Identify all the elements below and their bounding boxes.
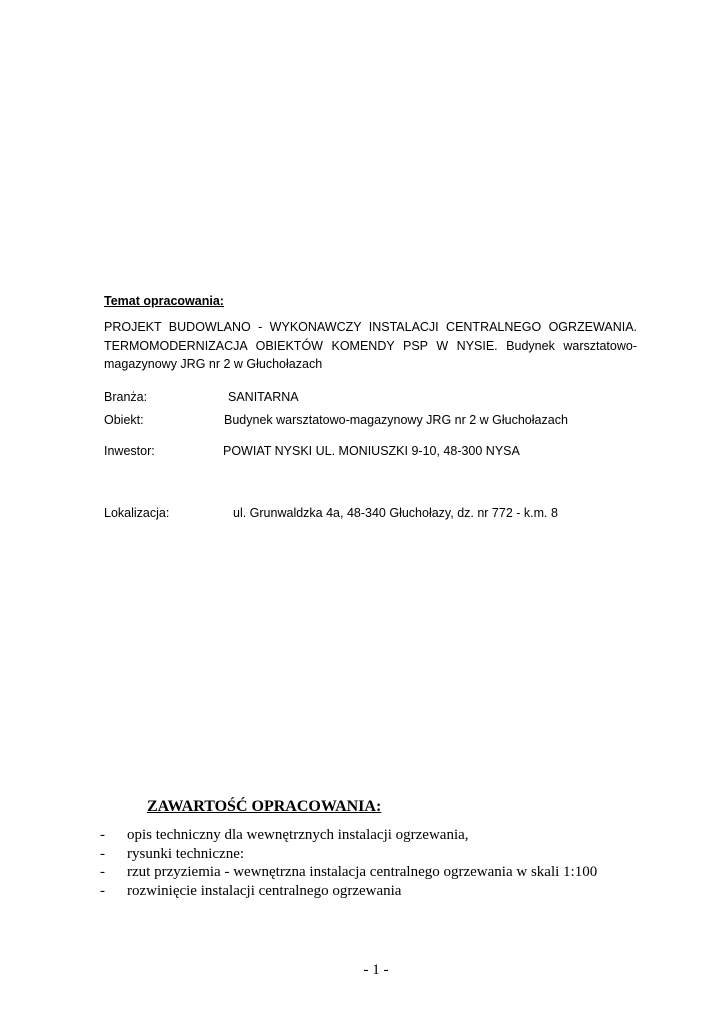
dash-bullet: - — [100, 882, 105, 899]
branch-value: SANITARNA — [228, 390, 299, 404]
topic-text: PROJEKT BUDOWLANO - WYKONAWCZY INSTALACJI CENTRALNEGO OGRZEWANIA. TERMOMODERNIZACJA OBIEKTÓW KOMENDY PSP W NYSIE. Budynek warsztatowo-magazynowy JRG nr 2 w Głuchołazach — [104, 320, 637, 371]
contents-heading: ZAWARTOŚĆ OPRACOWANIA: — [147, 798, 382, 815]
list-item-text: rzut przyziemia - wewnętrzna instalacja centralnego ogrzewania w skali 1:100 — [127, 864, 598, 880]
dash-bullet: - — [100, 864, 105, 880]
list-item-text: opis techniczny dla wewnętrznych instalacji ogrzewania, — [127, 827, 469, 843]
list-item — [100, 826, 597, 845]
investor-value: POWIAT NYSKI UL. MONIUSZKI 9-10, 48-300 NYSA — [223, 444, 520, 458]
list-item-text: rysunki techniczne: — [127, 845, 245, 862]
investor-label: Inwestor: — [104, 444, 155, 458]
object-value: Budynek warsztatowo-magazynowy JRG nr 2 w Głuchołazach — [224, 413, 568, 427]
dash-bullet: - — [100, 827, 105, 843]
list-item — [100, 845, 597, 864]
dash-bullet: - — [100, 845, 105, 862]
list-item — [100, 863, 597, 882]
list-item-text: rozwinięcie instalacji centralnego ogrzewania — [127, 882, 402, 899]
list-item — [100, 882, 597, 901]
topic-label: Temat opracowania: — [104, 294, 224, 308]
contents-list — [100, 826, 597, 900]
branch-label: Branża: — [104, 390, 148, 404]
page-number: - 1 - — [363, 962, 389, 978]
object-label: Obiekt: — [104, 413, 144, 427]
location-value: ul. Grunwaldzka 4a, 48-340 Głuchołazy, dz. nr 772 - k.m. 8 — [233, 506, 558, 520]
location-label: Lokalizacja: — [104, 506, 170, 520]
